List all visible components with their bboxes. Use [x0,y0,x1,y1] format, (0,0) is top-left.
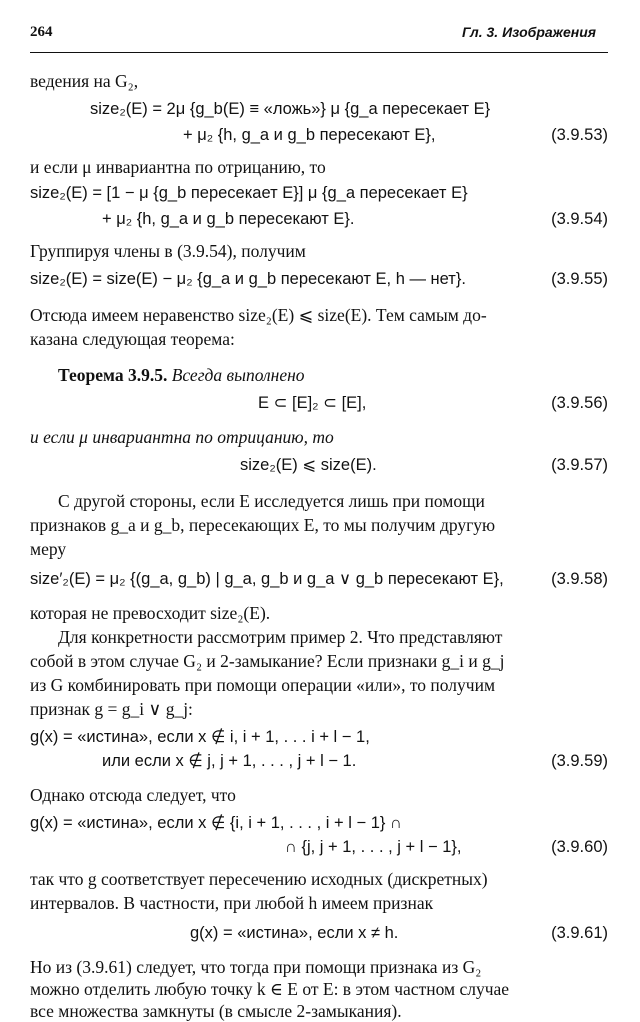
equation-number: (3.9.58) [551,570,608,588]
equation-line: size₂(E) = [1 − μ {g_b пересекает E}] μ {g_a пересекает E} [30,184,468,202]
text-line: признак g = g_i ∨ g_j: [30,699,193,719]
equation-number: (3.9.59) [551,752,608,770]
equation-line: size′₂(E) = μ₂ {(g_a, g_b) | g_a, g_b и g_a ∨ g_b пересекают E}, [30,570,504,588]
text-line: так что g соответствует пересечению исходных (дискретных) [30,869,488,889]
chapter-title: Гл. 3. Изображения [461,24,596,40]
text-line: Но из (3.9.61) следует, что тогда при помощи признака из G₂ [30,957,482,977]
text-line: Однако отсюда следует, что [30,785,236,805]
equation-number: (3.9.55) [551,270,608,288]
equation-number: (3.9.54) [551,210,608,228]
text-line: которая не превосходит size₂(E). [30,603,271,623]
text-line: интервалов. В частности, при любой h имеем признак [30,893,434,913]
text-line: меру [30,539,67,559]
text-line: Отсюда имеем неравенство size₂(E) ⩽ size(E). Тем самым до- [30,305,487,325]
equation-line: g(x) = «истина», если x ≠ h. [190,924,399,942]
text-line: С другой стороны, если E исследуется лишь при помощи [58,491,485,511]
theorem-heading [58,364,305,386]
text-line: ведения на G₂, [30,71,139,91]
text-line: можно отделить любую точку k ∈ E от E: в этом частном случае [30,979,510,999]
equation-line: size₂(E) ⩽ size(E). [240,456,377,474]
equation-number: (3.9.57) [551,456,608,474]
equation-line: ∩ {j, j + 1, . . . , j + l − 1}, [285,838,462,856]
book-page [30,22,608,1021]
theorem-text: Всегда выполнено [171,365,305,385]
equation-line: + μ₂ {h, g_a и g_b пересекают E}. [102,210,355,228]
text-line: из G комбинировать при помощи операции «или», то получим [30,675,496,695]
equation-number: (3.9.61) [551,924,608,942]
equation-line: size₂(E) = 2μ {g_b(E) ≡ «ложь»} μ {g_a пересекает E} [90,100,491,118]
theorem-label: Теорема 3.9.5. [58,365,168,385]
text-line: казана следующая теорема: [30,329,235,349]
equation-number: (3.9.56) [551,394,608,412]
equation-line: + μ₂ {h, g_a и g_b пересекают E}, [183,126,436,144]
text-line: Для конкретности рассмотрим пример 2. Что представляют [58,627,503,647]
theorem-text: и если μ инвариантна по отрицанию, то [30,427,334,447]
equation-line: size₂(E) = size(E) − μ₂ {g_a и g_b пересекают E, h — нет}. [30,270,466,288]
text-line: признаков g_a и g_b, пересекающих E, то мы получим другую [30,515,496,535]
equation-line: g(x) = «истина», если x ∉ i, i + 1, . . . i + l − 1, [30,728,370,746]
header-rule [30,52,608,53]
text-line: и если μ инвариантна по отрицанию, то [30,157,326,177]
page-number: 264 [30,24,53,40]
running-header [30,22,608,46]
equation-line: E ⊂ [E]₂ ⊂ [E], [258,394,367,412]
text-line: собой в этом случае G₂ и 2-замыкание? Если признаки g_i и g_j [30,651,505,671]
equation-line: g(x) = «истина», если x ∉ {i, i + 1, . . . , i + l − 1} ∩ [30,814,402,832]
equation-line: или если x ∉ j, j + 1, . . . , j + l − 1. [102,752,357,770]
equation-number: (3.9.60) [551,838,608,856]
text-line: все множества замкнуты (в смысле 2-замыкания). [30,1001,402,1021]
text-line: Группируя члены в (3.9.54), получим [30,241,306,261]
equation-number: (3.9.53) [551,126,608,144]
